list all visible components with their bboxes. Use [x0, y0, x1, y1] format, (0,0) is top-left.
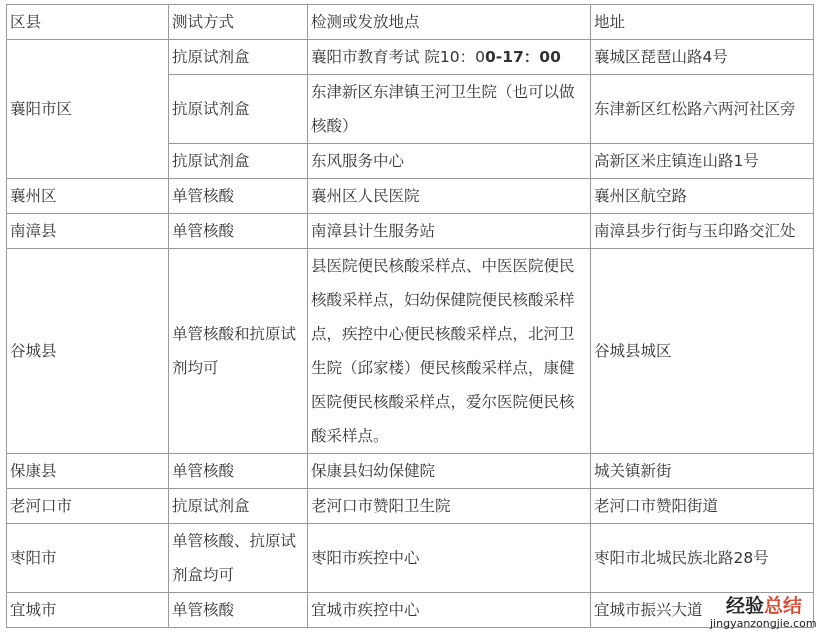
- site-text: 襄阳市教育考试 院10：0: [311, 48, 486, 66]
- method-cell: 单管核酸: [169, 214, 308, 249]
- district-cell: 襄州区: [7, 179, 169, 214]
- method-cell: 单管核酸和抗原试剂均可: [169, 249, 308, 454]
- table-row: [7, 40, 814, 75]
- address-cell: 城关镇新街: [591, 454, 814, 489]
- watermark-url: jingyanzongjie.com: [710, 617, 817, 630]
- method-cell: 抗原试剂盒: [169, 75, 308, 144]
- method-cell: 单管核酸: [169, 454, 308, 489]
- method-cell: 抗原试剂盒: [169, 489, 308, 524]
- address-cell: 高新区米庄镇连山路1号: [591, 144, 814, 179]
- header-district: 区县: [7, 5, 169, 40]
- address-cell: 枣阳市北城民族北路28号: [591, 524, 814, 593]
- table-header-row: [7, 5, 814, 40]
- address-cell: 东津新区红松路六两河社区旁: [591, 75, 814, 144]
- site-cell: 枣阳市疾控中心: [308, 524, 591, 593]
- header-method: 测试方式: [169, 5, 308, 40]
- site-cell: 保康县妇幼保健院: [308, 454, 591, 489]
- district-cell: 老河口市: [7, 489, 169, 524]
- district-cell: 宜城市: [7, 593, 169, 628]
- address-cell: 襄城区琵琶山路4号: [591, 40, 814, 75]
- address-cell: 宜城市振兴大道: [591, 593, 814, 628]
- site-cell: 东津新区东津镇王河卫生院（也可以做核酸）: [308, 75, 591, 144]
- district-cell: 枣阳市: [7, 524, 169, 593]
- site-cell: 老河口市赞阳卫生院: [308, 489, 591, 524]
- address-cell: 南漳县步行街与玉印路交汇处: [591, 214, 814, 249]
- watermark-logo: [704, 595, 824, 633]
- table-row: [7, 249, 814, 454]
- table-row: [7, 454, 814, 489]
- testing-sites-table: [6, 4, 814, 628]
- site-cell: 宜城市疾控中心: [308, 593, 591, 628]
- site-time-text: 0-17：00: [485, 48, 561, 66]
- site-cell: 县医院便民核酸采样点、中医医院便民核酸采样点，妇幼保健院便民核酸采样点，疾控中心便民核酸采样点，北河卫生院（邱家楼）便民核酸采样点，康健医院便民核酸采样点，爱尔医院便民核酸采样点。: [308, 249, 591, 454]
- table-row: [7, 593, 814, 628]
- site-cell: 南漳县计生服务站: [308, 214, 591, 249]
- header-site: 检测或发放地点: [308, 5, 591, 40]
- method-cell: 单管核酸、抗原试剂盒均可: [169, 524, 308, 593]
- method-cell: 抗原试剂盒: [169, 144, 308, 179]
- table-row: [7, 214, 814, 249]
- method-cell: 单管核酸: [169, 179, 308, 214]
- watermark-part2: 总结: [764, 595, 803, 617]
- district-cell: 襄阳市区: [7, 40, 169, 179]
- address-cell: 襄州区航空路: [591, 179, 814, 214]
- district-cell: 保康县: [7, 454, 169, 489]
- site-cell: 襄州区人民医院: [308, 179, 591, 214]
- site-cell: [308, 40, 591, 75]
- table-row: [7, 179, 814, 214]
- header-address: 地址: [591, 5, 814, 40]
- district-cell: 南漳县: [7, 214, 169, 249]
- site-cell: 东风服务中心: [308, 144, 591, 179]
- watermark-title: [726, 595, 802, 617]
- table-row: [7, 489, 814, 524]
- address-cell: 谷城县城区: [591, 249, 814, 454]
- table-row: [7, 524, 814, 593]
- method-cell: 单管核酸: [169, 593, 308, 628]
- district-cell: 谷城县: [7, 249, 169, 454]
- watermark-part1: 经验: [726, 595, 765, 617]
- address-cell: 老河口市赞阳街道: [591, 489, 814, 524]
- method-cell: 抗原试剂盒: [169, 40, 308, 75]
